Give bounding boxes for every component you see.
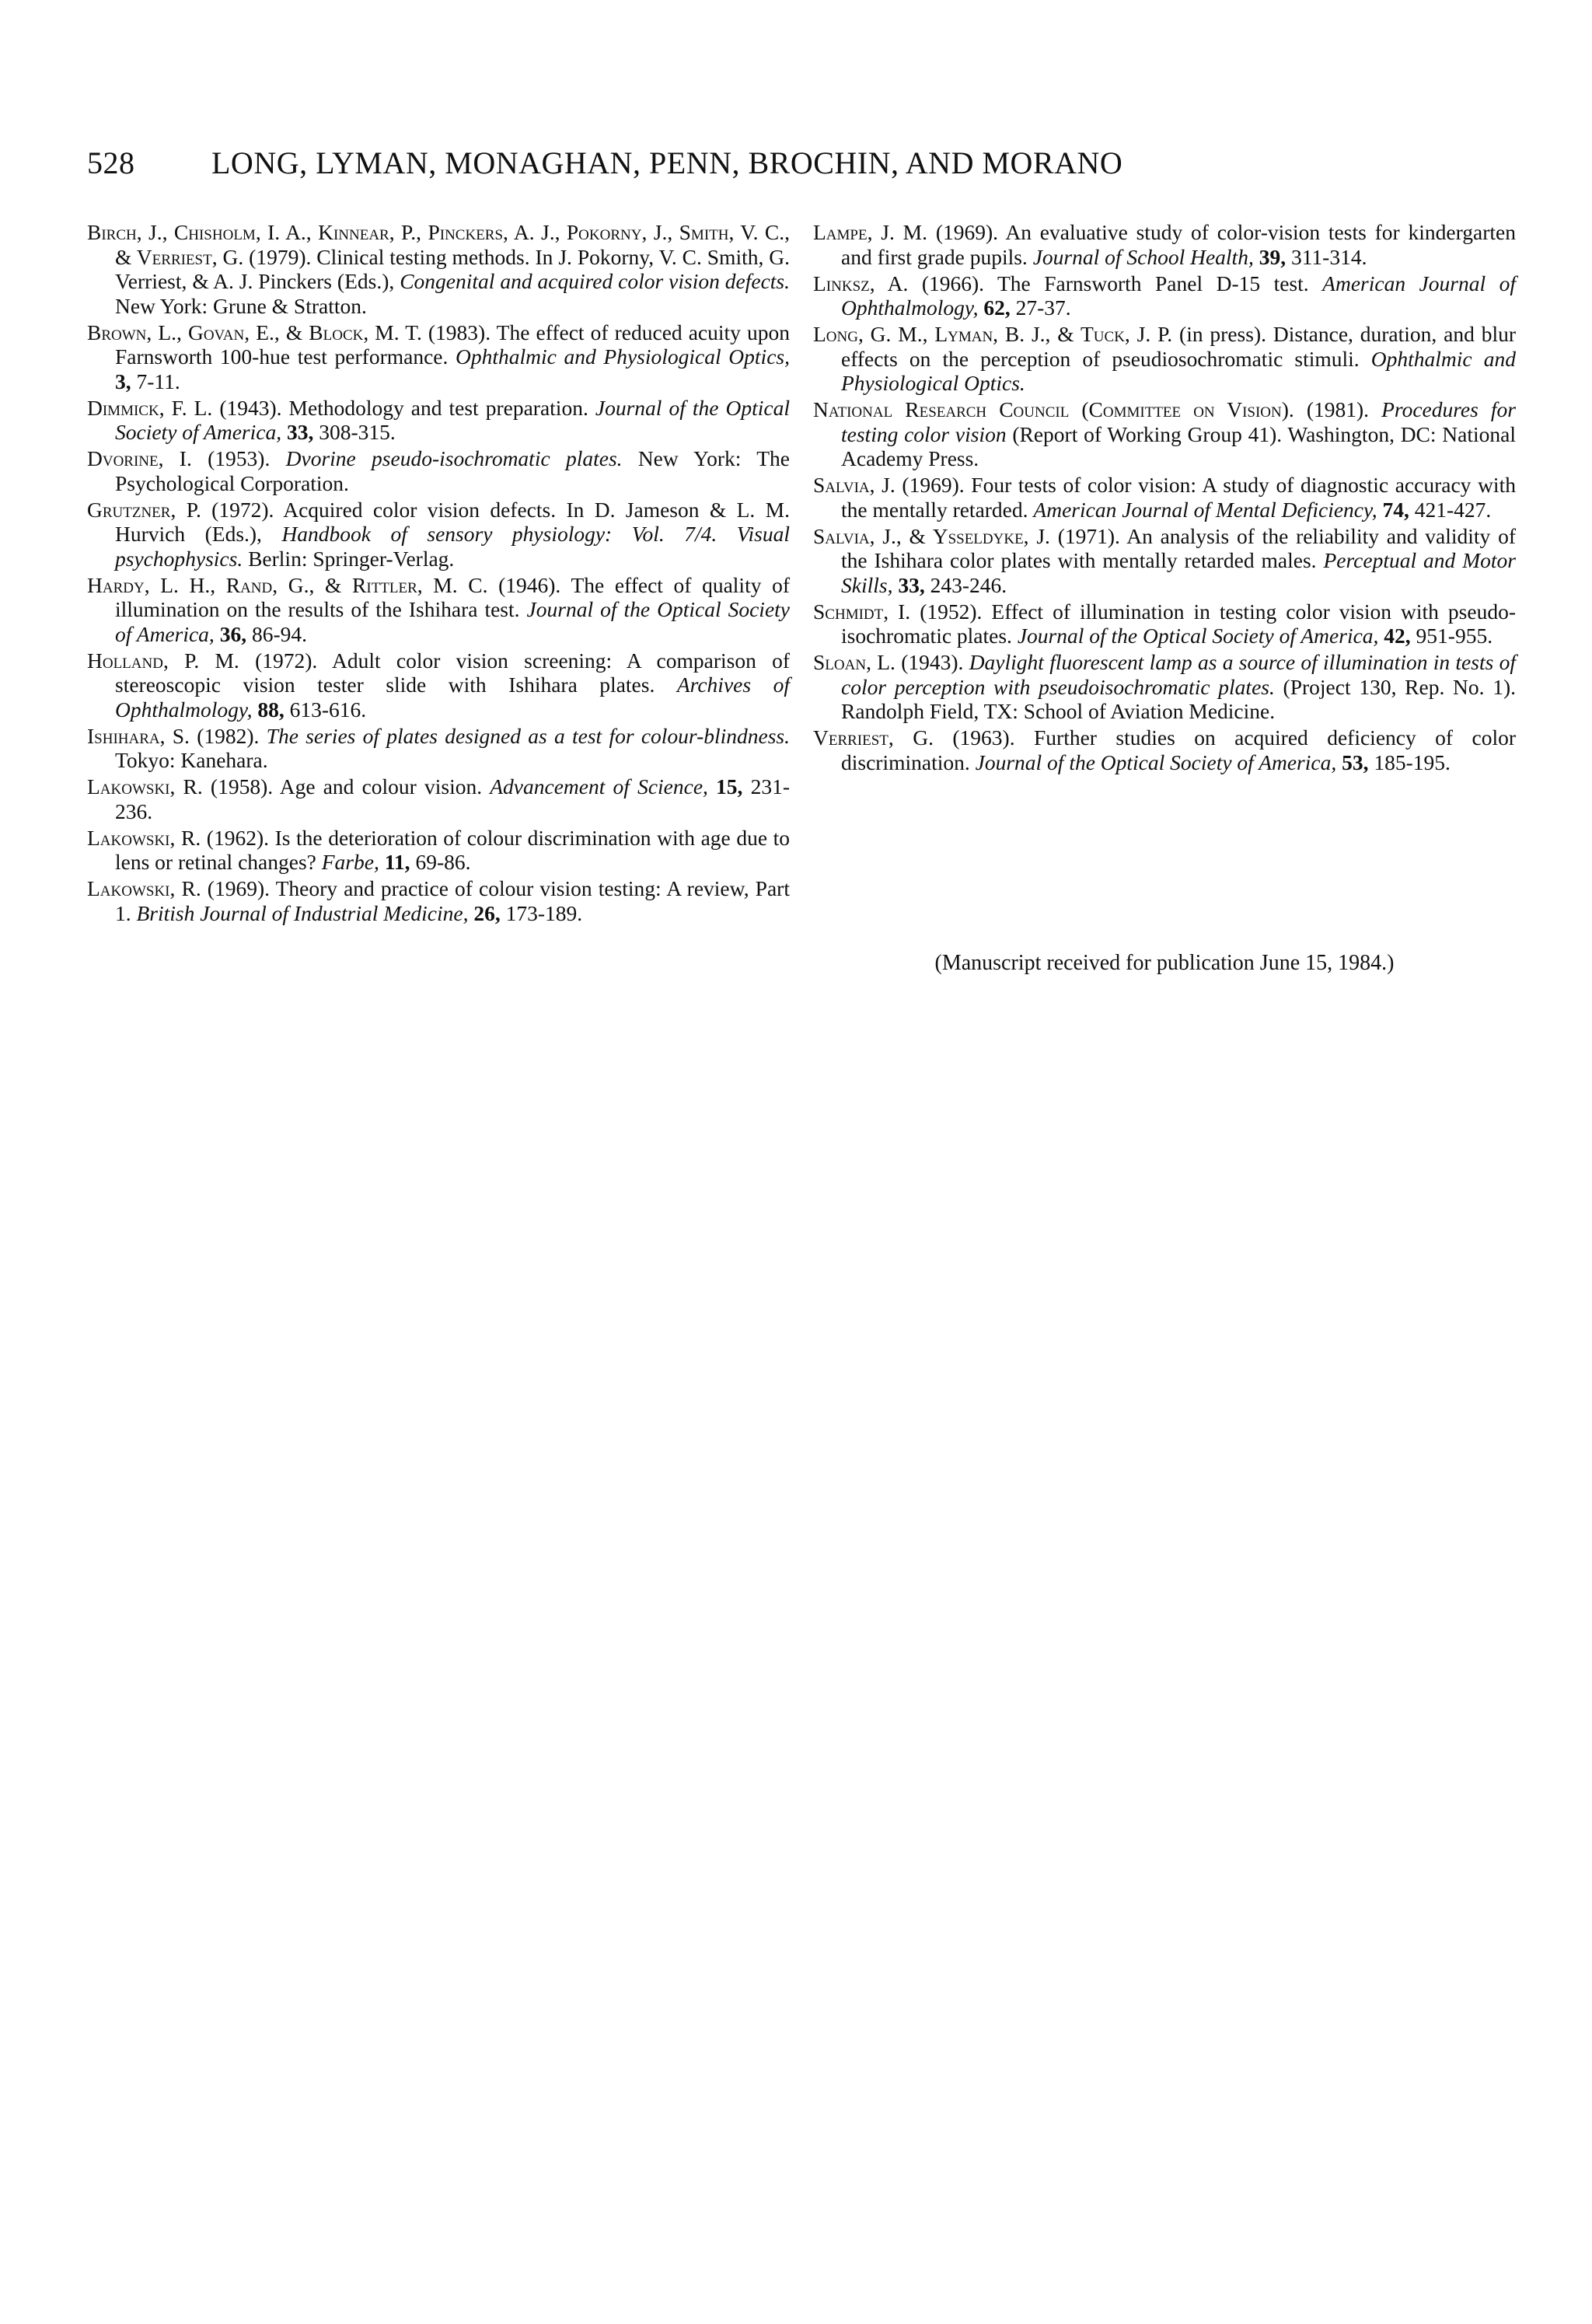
reference-pages: 231-236. xyxy=(115,774,790,823)
reference-authors: Brown, L., Govan, E., & Block, M. T. xyxy=(87,320,422,344)
reference-entry xyxy=(87,498,790,571)
reference-volume: 36, xyxy=(214,621,247,646)
reference-source: Journal of the Optical Society of America, xyxy=(115,597,790,646)
reference-year: (1969). xyxy=(927,220,1006,244)
reference-year: (1946). xyxy=(487,572,571,597)
reference-source: The series of plates designed as a test for colour-blindness. xyxy=(266,723,790,748)
reference-year: (1943). xyxy=(895,650,969,674)
reference-authors: Dimmick, F. L. xyxy=(87,395,213,420)
reference-pages: 951-955. xyxy=(1410,624,1493,648)
reference-volume: 33, xyxy=(281,420,314,444)
reference-title: Adult color vision screening: A comparison of stereoscopic vision tester slide with Ishihara plates. xyxy=(115,648,791,697)
page-number: 528 xyxy=(87,145,135,180)
reference-source: Journal of the Optical Society of America, xyxy=(115,395,790,444)
reference-title: Distance, duration, and blur effects on the perception of pseudiosochromatic stimuli. xyxy=(841,322,1516,371)
reference-year: (1943). xyxy=(212,395,289,420)
reference-volume: 42, xyxy=(1378,624,1411,648)
reference-year: (1962). xyxy=(201,825,275,850)
reference-entry xyxy=(87,446,790,495)
reference-title: Clinical testing methods. In J. Pokorny, V. C. Smith, G. Verriest, & A. J. Pinckers (Eds.), xyxy=(115,244,791,293)
reference-volume: 39, xyxy=(1253,244,1287,269)
reference-source: Daylight fluorescent lamp as a source of illumination in tests of color perception with pseudoisochromatic plates. xyxy=(841,650,1516,699)
reference-title: Four tests of color vision: A study of diagnostic accuracy with the mentally retarded. xyxy=(841,473,1516,522)
reference-entry xyxy=(813,322,1516,396)
reference-volume: 3, xyxy=(115,369,131,393)
reference-authors: Dvorine, I. xyxy=(87,446,192,470)
reference-authors: Lampe, J. M. xyxy=(813,220,928,244)
reference-title: The effect of reduced acuity upon Farnsworth 100-hue test performance. xyxy=(115,320,790,369)
reference-volume: 74, xyxy=(1377,497,1409,522)
reference-entry xyxy=(87,396,790,445)
reference-volume: 11, xyxy=(379,850,410,874)
reference-entry xyxy=(87,876,790,925)
reference-pages: New York: Grune & Stratton. xyxy=(115,293,367,318)
reference-title: Further studies on acquired deficiency of color discrimination. xyxy=(841,725,1516,774)
reference-year: (1952). xyxy=(910,599,992,624)
reference-year: (1971). xyxy=(1049,523,1127,548)
reference-entry xyxy=(813,650,1516,724)
reference-volume: 88, xyxy=(252,697,285,722)
reference-year: (1963). xyxy=(933,725,1034,750)
reference-title: An analysis of the reliability and validity of the Ishihara color plates with mentally retarded males. xyxy=(841,523,1516,572)
reference-authors: Sloan, L. xyxy=(813,650,896,674)
reference-source: Procedures for testing color vision xyxy=(841,397,1516,446)
reference-year: (1969). xyxy=(895,473,972,497)
reference-pages: 185-195. xyxy=(1368,750,1451,774)
reference-volume: 62, xyxy=(978,295,1011,320)
reference-year: (1958). xyxy=(202,774,280,799)
reference-authors: Grutzner, P. xyxy=(87,497,201,522)
reference-entry xyxy=(87,724,790,773)
reference-authors: Ishihara, S. xyxy=(87,723,190,748)
reference-year: (1979). xyxy=(243,244,317,269)
reference-source: Advancement of Science, xyxy=(490,774,708,799)
reference-title: Is the deterioration of colour discrimination with age due to lens or retinal changes? xyxy=(115,825,790,874)
reference-year: (1972). xyxy=(239,648,333,673)
reference-entry xyxy=(813,725,1516,774)
reference-pages: 7-11. xyxy=(131,369,180,393)
reference-entry xyxy=(813,397,1516,471)
reference-entry xyxy=(813,473,1516,522)
reference-source: British Journal of Industrial Medicine, xyxy=(136,900,469,925)
reference-pages: 69-86. xyxy=(410,850,471,874)
reference-authors: Birch, J., Chisholm, I. A., Kinnear, P., Pinckers, A. J., Pokorny, J., Smith, V. C., & Verriest, G. xyxy=(87,220,790,269)
reference-year: (1972). xyxy=(201,497,284,522)
reference-title: An evaluative study of color-vision tests for kindergarten and first grade pupils. xyxy=(841,220,1516,269)
reference-authors: Hardy, L. H., Rand, G., & Rittler, M. C. xyxy=(87,572,488,597)
reference-year: (1969). xyxy=(201,876,276,900)
reference-entry xyxy=(87,826,790,875)
reference-pages: Berlin: Springer-Verlag. xyxy=(243,546,455,571)
reference-entry xyxy=(87,220,790,318)
reference-year: (1981). xyxy=(1294,397,1382,421)
reference-source: Congenital and acquired color vision defects. xyxy=(400,269,790,293)
reference-pages: 243-246. xyxy=(924,572,1007,597)
reference-authors: Salvia, J., & Ysseldyke, J. xyxy=(813,523,1050,548)
reference-title: Acquired color vision defects. In D. Jameson & L. M. Hurvich (Eds.), xyxy=(115,497,790,546)
reference-source: Journal of School Health, xyxy=(1032,244,1254,269)
reference-pages: Tokyo: Kanehara. xyxy=(115,748,268,772)
reference-entry xyxy=(87,774,790,823)
reference-entry xyxy=(813,524,1516,598)
reference-pages: 173-189. xyxy=(500,900,583,925)
reference-entry xyxy=(813,220,1516,269)
reference-pages: 311-314. xyxy=(1286,244,1367,269)
manuscript-received-note: (Manuscript received for publication June 15, 1984.) xyxy=(934,951,1395,975)
reference-entry xyxy=(813,599,1516,648)
reference-source: Ophthalmic and Physiological Optics, xyxy=(456,344,790,369)
reference-year: (in press). xyxy=(1172,322,1273,346)
reference-authors: Lakowski, R. xyxy=(87,825,201,850)
reference-source: Journal of the Optical Society of America, xyxy=(1017,624,1379,648)
reference-pages: 86-94. xyxy=(246,621,307,646)
reference-authors: Long, G. M., Lyman, B. J., & Tuck, J. P. xyxy=(813,322,1173,346)
reference-source: American Journal of Mental Deficiency, xyxy=(1033,497,1377,522)
reference-title: The effect of quality of illumination on the results of the Ishihara test. xyxy=(115,572,791,621)
reference-source: Archives of Ophthalmology, xyxy=(115,673,790,722)
reference-source: Dvorine pseudo-isochromatic plates. xyxy=(285,446,623,470)
reference-volume: 15, xyxy=(707,774,743,799)
reference-pages: 613-616. xyxy=(284,697,367,722)
reference-source: Journal of the Optical Society of America, xyxy=(975,750,1337,774)
reference-entry xyxy=(87,573,790,647)
reference-source: Perceptual and Motor Skills, xyxy=(841,548,1516,597)
reference-title: Theory and practice of colour vision testing: A review, Part 1. xyxy=(115,876,790,925)
reference-pages: New York: The Psychological Corporation. xyxy=(115,446,790,495)
reference-entry xyxy=(87,320,790,394)
reference-authors: Salvia, J. xyxy=(813,473,896,497)
reference-pages: (Report of Working Group 41). Washington, DC: National Academy Press. xyxy=(841,421,1516,470)
reference-title: Age and colour vision. xyxy=(279,774,491,799)
reference-source: American Journal of Ophthalmology, xyxy=(841,271,1516,320)
running-header xyxy=(87,145,1533,183)
reference-pages: (Project 130, Rep. No. 1). Randolph Field, TX: School of Aviation Medicine. xyxy=(841,674,1516,723)
reference-volume: 33, xyxy=(892,572,925,597)
reference-pages: 421-427. xyxy=(1409,497,1492,522)
reference-title: Methodology and test preparation. xyxy=(288,395,595,420)
reference-authors: Lakowski, R. xyxy=(87,876,201,900)
reference-authors: Schmidt, I. xyxy=(813,599,911,624)
reference-source: Farbe, xyxy=(321,850,379,874)
reference-authors: Verriest, G. xyxy=(813,725,934,750)
reference-volume: 26, xyxy=(468,900,501,925)
reference-authors: Holland, P. M. xyxy=(87,648,239,673)
reference-entry xyxy=(813,271,1516,320)
reference-year: (1966). xyxy=(908,271,997,295)
reference-pages: 27-37. xyxy=(1010,295,1071,320)
references-left-column xyxy=(87,220,790,928)
reference-authors: Lakowski, R. xyxy=(87,774,203,799)
reference-year: (1982). xyxy=(189,723,267,748)
reference-entry xyxy=(87,648,790,722)
reference-year: (1983). xyxy=(421,320,497,344)
references-right-column xyxy=(813,220,1516,777)
running-title: LONG, LYMAN, MONAGHAN, PENN, BROCHIN, AND MORANO xyxy=(211,145,1123,180)
reference-authors: Linksz, A. xyxy=(813,271,909,295)
reference-year: (1953). xyxy=(191,446,286,470)
reference-authors: National Research Council (Committee on Vision). xyxy=(813,397,1294,421)
reference-title: Effect of illumination in testing color vision with pseudo-isochromatic plates. xyxy=(841,599,1516,648)
reference-volume: 53, xyxy=(1336,750,1369,774)
reference-pages: 308-315. xyxy=(313,420,396,444)
reference-source: Handbook of sensory physiology: Vol. 7/4. Visual psychophysics. xyxy=(115,522,790,571)
reference-source: Ophthalmic and Physiological Optics. xyxy=(841,346,1516,395)
reference-title: The Farnsworth Panel D-15 test. xyxy=(997,271,1323,295)
